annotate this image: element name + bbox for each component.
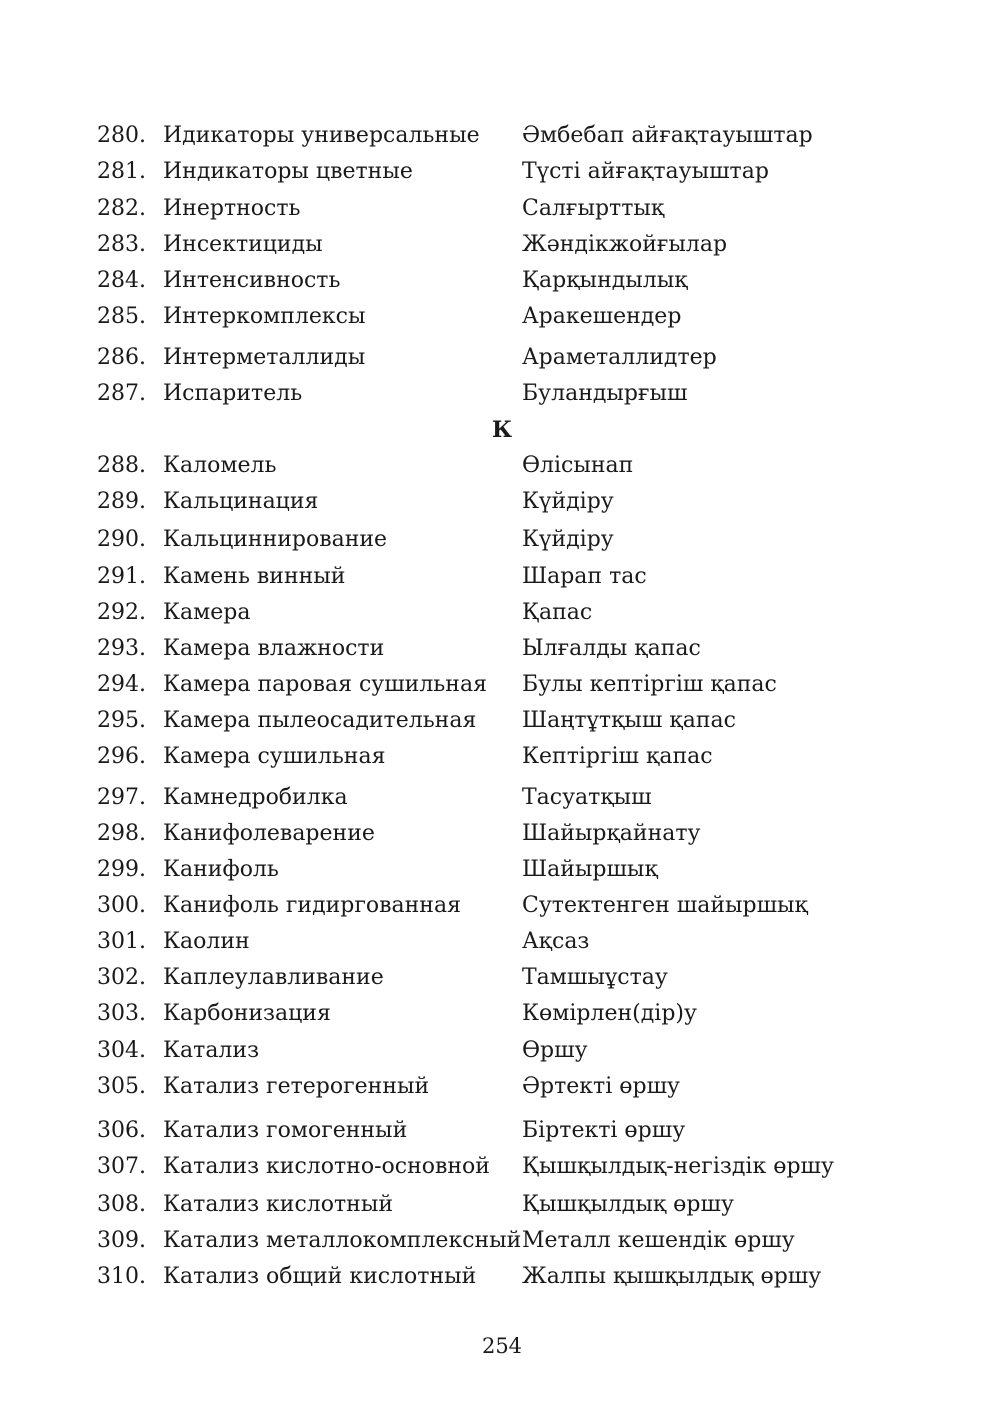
entry-kazakh-term: Салғырттық (522, 196, 665, 221)
entry-russian-term: Камера пылеосадительная (163, 708, 477, 733)
dictionary-entry (0, 739, 1004, 775)
entry-number: 299. (97, 857, 146, 882)
entry-russian-term: Камера (163, 600, 251, 625)
dictionary-entry (0, 1033, 1004, 1069)
entry-kazakh-term: Шаңтұтқыш қапас (522, 708, 736, 733)
dictionary-entry (0, 996, 1004, 1032)
entry-kazakh-term: Ақсаз (522, 929, 590, 954)
entry-russian-term: Каолин (163, 929, 250, 954)
entry-kazakh-term: Күйдіру (522, 489, 614, 514)
dictionary-entry (0, 703, 1004, 739)
entry-number: 286. (97, 345, 146, 370)
entry-number: 303. (97, 1001, 146, 1026)
entry-number: 288. (97, 453, 146, 478)
dictionary-entry (0, 484, 1004, 520)
dictionary-entry (0, 852, 1004, 888)
dictionary-entry (0, 1259, 1004, 1295)
entry-kazakh-term: Түсті айғақтауыштар (522, 159, 769, 184)
dictionary-entry (0, 1069, 1004, 1105)
entry-russian-term: Камера влажности (163, 636, 385, 661)
dictionary-entry (0, 559, 1004, 595)
entry-russian-term: Канифолеварение (163, 821, 375, 846)
entry-kazakh-term: Өлісынап (522, 453, 634, 478)
entry-number: 281. (97, 159, 146, 184)
entry-kazakh-term: Шайырқайнату (522, 821, 701, 846)
entry-number: 284. (97, 268, 146, 293)
entry-number: 304. (97, 1038, 146, 1063)
entry-number: 298. (97, 821, 146, 846)
entry-kazakh-term: Кептіргіш қапас (522, 744, 713, 769)
entry-kazakh-term: Тамшыұстау (522, 965, 668, 990)
entry-russian-term: Камнедробилка (163, 785, 348, 810)
entry-russian-term: Камера паровая сушильная (163, 672, 487, 697)
entry-number: 307. (97, 1154, 146, 1179)
entry-kazakh-term: Сутектенген шайыршық (522, 893, 808, 918)
entry-number: 292. (97, 600, 146, 625)
entry-russian-term: Инсектициды (163, 232, 323, 257)
dictionary-entry (0, 448, 1004, 484)
entry-russian-term: Идикаторы универсальные (163, 123, 480, 148)
entry-number: 293. (97, 636, 146, 661)
entry-kazakh-term: Шайыршық (522, 857, 658, 882)
entry-number: 294. (97, 672, 146, 697)
entry-russian-term: Катализ (163, 1038, 260, 1063)
dictionary-entry (0, 780, 1004, 816)
entry-number: 310. (97, 1264, 146, 1289)
entry-number: 289. (97, 489, 146, 514)
dictionary-entry (0, 154, 1004, 190)
entry-russian-term: Карбонизация (163, 1001, 331, 1026)
entry-russian-term: Катализ металлокомплексный (163, 1228, 522, 1253)
section-letter: К (491, 417, 512, 443)
entry-number: 287. (97, 381, 146, 406)
entry-kazakh-term: Біртекті өршу (522, 1118, 686, 1143)
entry-russian-term: Кальцинация (163, 489, 319, 514)
page-number: 254 (481, 1334, 523, 1358)
entry-kazakh-term: Шарап тас (522, 564, 647, 589)
entry-russian-term: Интеркомплексы (163, 304, 366, 329)
entry-number: 309. (97, 1228, 146, 1253)
entry-number: 297. (97, 785, 146, 810)
entry-russian-term: Канифоль гидиргованная (163, 893, 461, 918)
entry-russian-term: Канифоль (163, 857, 279, 882)
dictionary-entry (0, 1187, 1004, 1223)
entry-kazakh-term: Жалпы қышқылдық өршу (522, 1264, 822, 1289)
entry-number: 305. (97, 1074, 146, 1099)
entry-kazakh-term: Жәндікжойғылар (522, 232, 728, 257)
entry-russian-term: Катализ кислотный (163, 1192, 394, 1217)
entry-kazakh-term: Ылғалды қапас (522, 636, 701, 661)
dictionary-entry (0, 667, 1004, 703)
entry-kazakh-term: Қышқылдық-негіздік өршу (522, 1154, 834, 1179)
entry-number: 296. (97, 744, 146, 769)
entry-kazakh-term: Буландырғыш (522, 381, 688, 406)
entry-russian-term: Катализ кислотно-основной (163, 1154, 490, 1179)
dictionary-entry (0, 522, 1004, 558)
entry-russian-term: Интерметаллиды (163, 345, 366, 370)
entry-kazakh-term: Металл кешендік өршу (522, 1228, 795, 1253)
entry-number: 308. (97, 1192, 146, 1217)
entry-number: 283. (97, 232, 146, 257)
entry-number: 291. (97, 564, 146, 589)
entry-kazakh-term: Қарқындылық (522, 268, 688, 293)
dictionary-entry (0, 960, 1004, 996)
dictionary-entry (0, 118, 1004, 154)
entry-russian-term: Катализ гетерогенный (163, 1074, 430, 1099)
dictionary-entry (0, 924, 1004, 960)
entry-kazakh-term: Булы кептіргіш қапас (522, 672, 777, 697)
entry-russian-term: Каломель (163, 453, 277, 478)
entry-number: 280. (97, 123, 146, 148)
dictionary-entry (0, 816, 1004, 852)
dictionary-entry (0, 888, 1004, 924)
entry-kazakh-term: Араметаллидтер (522, 345, 717, 370)
dictionary-entry (0, 263, 1004, 299)
entry-number: 300. (97, 893, 146, 918)
dictionary-entry (0, 595, 1004, 631)
entry-russian-term: Кальциннирование (163, 527, 388, 552)
entry-kazakh-term: Әмбебап айғақтауыштар (522, 123, 813, 148)
entry-kazakh-term: Күйдіру (522, 527, 614, 552)
entry-russian-term: Испаритель (163, 381, 303, 406)
entry-number: 295. (97, 708, 146, 733)
entry-number: 306. (97, 1118, 146, 1143)
entry-kazakh-term: Өршу (522, 1038, 588, 1063)
entry-kazakh-term: Тасуатқыш (522, 785, 652, 810)
dictionary-entry (0, 299, 1004, 335)
dictionary-entry (0, 1113, 1004, 1149)
dictionary-entry (0, 227, 1004, 263)
entry-number: 302. (97, 965, 146, 990)
entry-kazakh-term: Көмірлен(дір)у (522, 1001, 697, 1026)
entry-russian-term: Камень винный (163, 564, 346, 589)
entry-russian-term: Катализ общий кислотный (163, 1264, 477, 1289)
entry-number: 285. (97, 304, 146, 329)
entry-russian-term: Интенсивность (163, 268, 341, 293)
entry-number: 290. (97, 527, 146, 552)
entry-russian-term: Камера сушильная (163, 744, 386, 769)
dictionary-entry (0, 340, 1004, 376)
entry-russian-term: Индикаторы цветные (163, 159, 413, 184)
dictionary-entry (0, 631, 1004, 667)
entry-kazakh-term: Қышқылдық өршу (522, 1192, 734, 1217)
entry-russian-term: Каплеулавливание (163, 965, 384, 990)
entry-kazakh-term: Аракешендер (522, 304, 682, 329)
entry-russian-term: Инертность (163, 196, 301, 221)
entry-kazakh-term: Қапас (522, 600, 593, 625)
dictionary-entry (0, 1149, 1004, 1185)
entry-russian-term: Катализ гомогенный (163, 1118, 408, 1143)
dictionary-entry (0, 376, 1004, 412)
entry-number: 282. (97, 196, 146, 221)
dictionary-entry (0, 191, 1004, 227)
entry-kazakh-term: Әртекті өршу (522, 1074, 680, 1099)
dictionary-entry (0, 1223, 1004, 1259)
entry-number: 301. (97, 929, 146, 954)
